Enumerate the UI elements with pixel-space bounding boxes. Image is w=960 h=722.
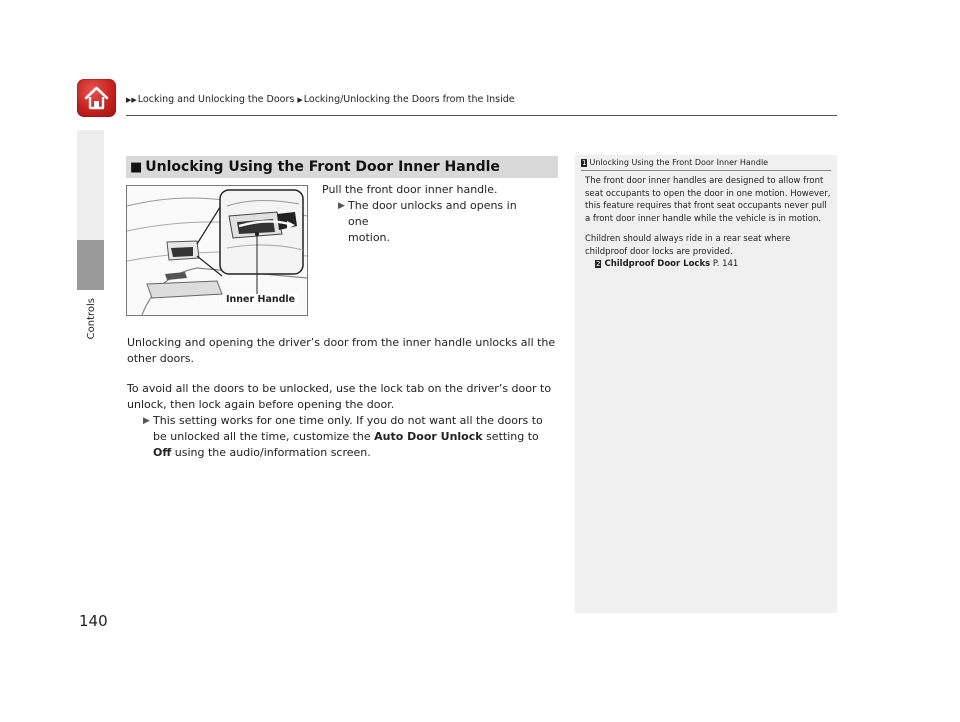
breadcrumb-arrow-icon: ▶▶: [126, 96, 137, 104]
side-tab-label: Controls: [86, 298, 97, 340]
reference-arrow-icon: 2: [596, 260, 601, 268]
note-text-2: setting to: [486, 430, 539, 443]
sidebar-paragraph-2: Children should always ride in a rear seat where childproof door locks are provided.: [585, 234, 791, 257]
breadcrumb-link-doors[interactable]: Locking and Unlocking the Doors: [137, 94, 295, 105]
side-strip: [77, 130, 104, 240]
breadcrumb-current: Locking/Unlocking the Doors from the Inside: [303, 94, 515, 105]
sidebar-number-badge: 1: [582, 159, 587, 167]
sidebar-title: [581, 158, 768, 167]
note-text-3: using the audio/information screen.: [174, 446, 371, 459]
sidebar-body: [585, 175, 831, 271]
sidebar-paragraph-1: The front door inner handles are designed to allow front seat occupants to open the door in one motion. However, this feature requires that front seat occupants never pull a front door inner handle while the vehicle is in motion.: [585, 176, 831, 224]
section-heading: [126, 156, 558, 178]
sidebar-note: [575, 155, 837, 613]
breadcrumb-arrow-icon: ▶: [297, 96, 303, 104]
sidebar-rule: [581, 170, 831, 171]
instruction-block: [322, 182, 538, 246]
reference-label: Childproof Door Locks: [604, 259, 711, 269]
note-text-1: This setting works for one time only. If you do not want all the doors to be unlocked all the time, customize the: [153, 414, 543, 443]
setting-value-off: Off: [153, 446, 172, 459]
door-handle-illustration: [126, 185, 308, 316]
instruction-result: [338, 198, 538, 246]
breadcrumb: [126, 94, 515, 105]
sidebar-title-text: Unlocking Using the Front Door Inner Handle: [589, 158, 769, 167]
setting-note: [143, 413, 557, 461]
result-arrow-icon: ▶: [338, 201, 345, 211]
instruction-step: Pull the front door inner handle.: [322, 183, 498, 196]
cross-reference-childproof-door-locks[interactable]: [595, 258, 831, 271]
body-paragraph-1: Unlocking and opening the driver’s door from the inner handle unlocks all the other doors.: [127, 336, 556, 365]
reference-page: P. 141: [712, 259, 739, 269]
setting-name-auto-door-unlock: Auto Door Unlock: [374, 430, 483, 443]
instruction-result-line-2: motion.: [348, 231, 391, 244]
inner-handle-callout: Inner Handle: [223, 294, 298, 305]
home-icon: [83, 85, 110, 111]
note-arrow-icon: ▶: [143, 416, 150, 426]
body-paragraph-2-text: To avoid all the doors to be unlocked, use the lock tab on the driver’s door to unlock, then lock again before opening the door.: [127, 382, 552, 411]
section-marker: ■: [130, 160, 143, 175]
header-rule: [126, 115, 837, 116]
section-title: Unlocking Using the Front Door Inner Handle: [145, 159, 500, 175]
body-paragraph-2: [127, 381, 557, 461]
side-tab-controls[interactable]: [77, 240, 104, 290]
instruction-result-line-1: The door unlocks and opens in one: [348, 199, 517, 228]
page-number: 140: [79, 612, 108, 630]
home-button[interactable]: [77, 79, 116, 117]
